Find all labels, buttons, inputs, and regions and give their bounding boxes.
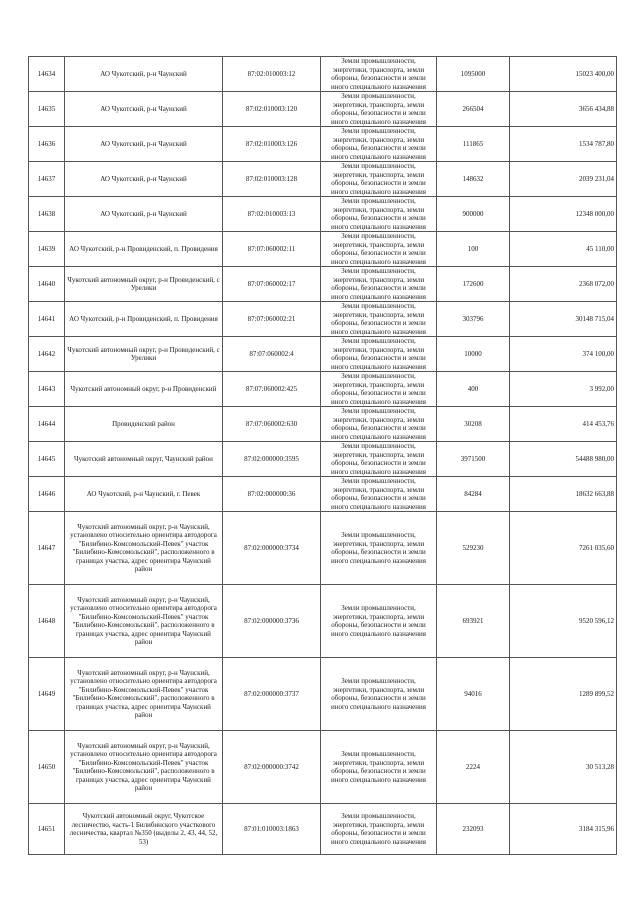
location-address: АО Чукотский, р-н Чаунский xyxy=(65,197,223,232)
table-row xyxy=(29,372,617,407)
land-category: Земли промышленности, энергетики, транспорта, земли обороны, безопасности и земли иного специального назначения xyxy=(321,804,437,855)
row-number: 14639 xyxy=(29,232,65,267)
land-category: Земли промышленности, энергетики, транспорта, земли обороны, безопасности и земли иного специального назначения xyxy=(321,372,437,407)
land-category: Земли промышленности, энергетики, транспорта, земли обороны, безопасности и земли иного специального назначения xyxy=(321,57,437,92)
land-category: Земли промышленности, энергетики, транспорта, земли обороны, безопасности и земли иного специального назначения xyxy=(321,731,437,804)
row-number: 14648 xyxy=(29,585,65,658)
land-category: Земли промышленности, энергетики, транспорта, земли обороны, безопасности и земли иного специального назначения xyxy=(321,232,437,267)
cadastral-number: 87:02:000000:3736 xyxy=(223,585,321,658)
cadastral-value: 12348 000,00 xyxy=(510,197,617,232)
table-row xyxy=(29,302,617,337)
land-category: Земли промышленности, энергетики, транспорта, земли обороны, безопасности и земли иного специального назначения xyxy=(321,337,437,372)
location-address: Чукотский автономный округ, р-н Провиденский, с Урелики xyxy=(65,337,223,372)
table-row xyxy=(29,442,617,477)
row-number: 14646 xyxy=(29,477,65,512)
parcel-area: 100 xyxy=(437,232,510,267)
location-address: АО Чукотский, р-н Провиденский, п. Провидения xyxy=(65,232,223,267)
parcel-area: 111865 xyxy=(437,127,510,162)
location-address: Чукотский автономный округ, Чукотское лесничество, часть-1 Билибинского участкового лесничества, квартал №350 (выделы 2, 43, 44, 52, 53) xyxy=(65,804,223,855)
location-address: АО Чукотский, р-н Провиденский, п. Провидения xyxy=(65,302,223,337)
cadastral-value: 15023 400,00 xyxy=(510,57,617,92)
cadastral-value: 3 992,00 xyxy=(510,372,617,407)
row-number: 14635 xyxy=(29,92,65,127)
location-address: АО Чукотский, р-н Чаунский xyxy=(65,92,223,127)
table-row xyxy=(29,585,617,658)
cadastral-number: 87:02:000000:3734 xyxy=(223,512,321,585)
row-number: 14642 xyxy=(29,337,65,372)
table-row xyxy=(29,232,617,267)
table-row xyxy=(29,197,617,232)
land-category: Земли промышленности, энергетики, транспорта, земли обороны, безопасности и земли иного специального назначения xyxy=(321,92,437,127)
parcel-area: 172600 xyxy=(437,267,510,302)
parcel-area: 2224 xyxy=(437,731,510,804)
table-row xyxy=(29,731,617,804)
row-number: 14638 xyxy=(29,197,65,232)
table-row xyxy=(29,267,617,302)
cadastral-number: 87:02:010003:126 xyxy=(223,127,321,162)
cadastral-number: 87:07:060002:21 xyxy=(223,302,321,337)
parcel-area: 148632 xyxy=(437,162,510,197)
cadastral-value: 1534 787,80 xyxy=(510,127,617,162)
cadastral-number: 87:02:000000:3737 xyxy=(223,658,321,731)
cadastral-number: 87:07:060002:630 xyxy=(223,407,321,442)
cadastral-number: 87:02:000000:3595 xyxy=(223,442,321,477)
location-address: Чукотский автономный округ, р-н Провиденский xyxy=(65,372,223,407)
cadastral-number: 87:01:010003:1863 xyxy=(223,804,321,855)
parcel-area: 266504 xyxy=(437,92,510,127)
parcel-area: 900000 xyxy=(437,197,510,232)
table-row xyxy=(29,337,617,372)
cadastral-number: 87:02:010003:12 xyxy=(223,57,321,92)
row-number: 14640 xyxy=(29,267,65,302)
location-address: АО Чукотский, р-н Чаунский xyxy=(65,162,223,197)
land-category: Земли промышленности, энергетики, транспорта, земли обороны, безопасности и земли иного специального назначения xyxy=(321,512,437,585)
parcel-area: 3971500 xyxy=(437,442,510,477)
location-address: Чукотский автономный округ, р-н Чаунский, установлено относительно ориентира автодорога "Билибино-Комсомольский-Певек" участок "Билибино-Комсомольский", расположенного в границах участка, адрес ориентира Чаунский район xyxy=(65,585,223,658)
land-category: Земли промышленности, энергетики, транспорта, земли обороны, безопасности и земли иного специального назначения xyxy=(321,302,437,337)
cadastral-value: 2368 072,00 xyxy=(510,267,617,302)
cadastral-number: 87:02:010003:128 xyxy=(223,162,321,197)
parcel-area: 10000 xyxy=(437,337,510,372)
row-number: 14644 xyxy=(29,407,65,442)
parcel-area: 693921 xyxy=(437,585,510,658)
land-category: Земли промышленности, энергетики, транспорта, земли обороны, безопасности и земли иного специального назначения xyxy=(321,658,437,731)
cadastral-value: 3656 434,88 xyxy=(510,92,617,127)
cadastral-value: 3184 315,96 xyxy=(510,804,617,855)
land-category: Земли промышленности, энергетики, транспорта, земли обороны, безопасности и земли иного специального назначения xyxy=(321,197,437,232)
table-row xyxy=(29,162,617,197)
cadastral-value: 18632 663,88 xyxy=(510,477,617,512)
location-address: Чукотский автономный округ, р-н Чаунский, установлено относительно ориентира автодорога "Билибино-Комсомольский-Певек" участок "Билибино-Комсомольский", расположенного в границах участка, адрес ориентира Чаунский район xyxy=(65,731,223,804)
table-row xyxy=(29,57,617,92)
table-row xyxy=(29,512,617,585)
cadastral-value: 54488 980,00 xyxy=(510,442,617,477)
cadastral-value: 374 100,00 xyxy=(510,337,617,372)
cadastral-value: 9520 596,12 xyxy=(510,585,617,658)
row-number: 14645 xyxy=(29,442,65,477)
table-row xyxy=(29,407,617,442)
cadastral-value: 7261 035,60 xyxy=(510,512,617,585)
row-number: 14636 xyxy=(29,127,65,162)
table-row xyxy=(29,92,617,127)
location-address: Провиденский район xyxy=(65,407,223,442)
table-row xyxy=(29,477,617,512)
land-category: Земли промышленности, энергетики, транспорта, земли обороны, безопасности и земли иного специального назначения xyxy=(321,267,437,302)
location-address: АО Чукотский, р-н Чаунский xyxy=(65,57,223,92)
land-category: Земли промышленности, энергетики, транспорта, земли обороны, безопасности и земли иного специального назначения xyxy=(321,442,437,477)
table-row xyxy=(29,658,617,731)
row-number: 14647 xyxy=(29,512,65,585)
cadastral-value: 30148 715,04 xyxy=(510,302,617,337)
cadastral-value: 1289 899,52 xyxy=(510,658,617,731)
cadastral-number: 87:02:010003:120 xyxy=(223,92,321,127)
cadastral-number: 87:07:060002:11 xyxy=(223,232,321,267)
location-address: Чукотский автономный округ, Чаунский район xyxy=(65,442,223,477)
cadastral-number: 87:07:060002:4 xyxy=(223,337,321,372)
cadastral-value: 414 453,76 xyxy=(510,407,617,442)
location-address: Чукотский автономный округ, р-н Чаунский, установлено относительно ориентира автодорога "Билибино-Комсомольский-Певек" участок "Билибино-Комсомольский", расположенного в границах участка, адрес ориентира Чаунский район xyxy=(65,658,223,731)
cadastral-number: 87:07:060002:425 xyxy=(223,372,321,407)
parcel-area: 232093 xyxy=(437,804,510,855)
land-category: Земли промышленности, энергетики, транспорта, земли обороны, безопасности и земли иного специального назначения xyxy=(321,162,437,197)
cadastral-number: 87:02:010003:13 xyxy=(223,197,321,232)
register-page xyxy=(28,56,616,855)
parcel-area: 94016 xyxy=(437,658,510,731)
parcel-area: 400 xyxy=(437,372,510,407)
parcel-area: 529230 xyxy=(437,512,510,585)
row-number: 14650 xyxy=(29,731,65,804)
cadastral-value: 2039 231,04 xyxy=(510,162,617,197)
location-address: Чукотский автономный округ, р-н Чаунский, установлено относительно ориентира автодорога "Билибино-Комсомольский-Певек" участок "Билибино-Комсомольский", расположенного в границах участка, адрес ориентира Чаунский район xyxy=(65,512,223,585)
table-row xyxy=(29,804,617,855)
parcel-area: 84284 xyxy=(437,477,510,512)
row-number: 14643 xyxy=(29,372,65,407)
land-category: Земли промышленности, энергетики, транспорта, земли обороны, безопасности и земли иного специального назначения xyxy=(321,477,437,512)
parcel-area: 30208 xyxy=(437,407,510,442)
parcel-area: 303796 xyxy=(437,302,510,337)
land-category: Земли промышленности, энергетики, транспорта, земли обороны, безопасности и земли иного специального назначения xyxy=(321,585,437,658)
location-address: Чукотский автономный округ, р-н Провиденский, с Урелики xyxy=(65,267,223,302)
cadastral-value: 30 513,28 xyxy=(510,731,617,804)
cadastral-number: 87:02:000000:3742 xyxy=(223,731,321,804)
cadastral-value: 45 110,00 xyxy=(510,232,617,267)
parcel-area: 1095000 xyxy=(437,57,510,92)
location-address: АО Чукотский, р-н Чаунский, г. Певек xyxy=(65,477,223,512)
row-number: 14634 xyxy=(29,57,65,92)
row-number: 14637 xyxy=(29,162,65,197)
row-number: 14651 xyxy=(29,804,65,855)
cadastral-number: 87:07:060002:17 xyxy=(223,267,321,302)
location-address: АО Чукотский, р-н Чаунский xyxy=(65,127,223,162)
land-register-table xyxy=(28,56,617,855)
row-number: 14641 xyxy=(29,302,65,337)
land-category: Земли промышленности, энергетики, транспорта, земли обороны, безопасности и земли иного специального назначения xyxy=(321,127,437,162)
row-number: 14649 xyxy=(29,658,65,731)
land-category: Земли промышленности, энергетики, транспорта, земли обороны, безопасности и земли иного специального назначения xyxy=(321,407,437,442)
table-row xyxy=(29,127,617,162)
cadastral-number: 87:02:000000:36 xyxy=(223,477,321,512)
